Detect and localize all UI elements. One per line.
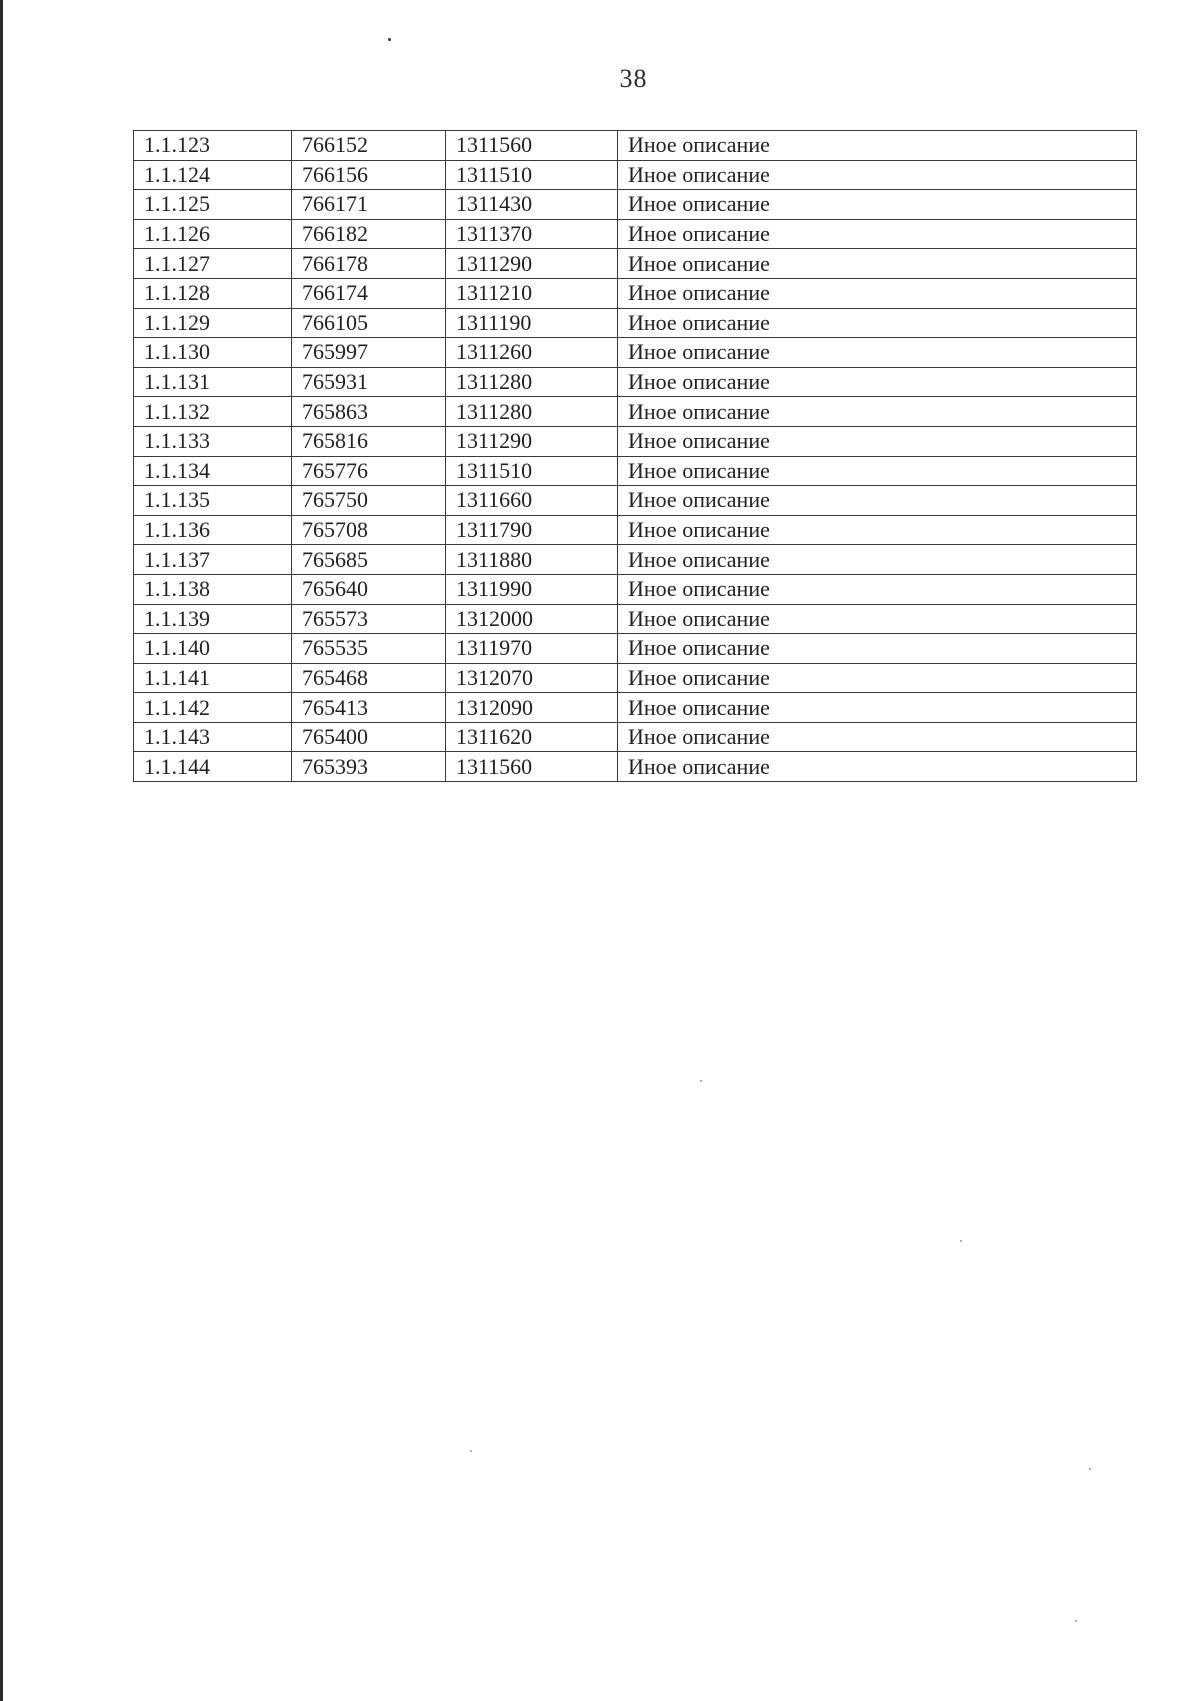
point-number-cell: 1.1.124 [134,160,292,190]
point-number-cell: 1.1.131 [134,367,292,397]
point-number-cell: 1.1.135 [134,486,292,516]
description-cell: Иное описание [618,190,1137,220]
y-coordinate-cell: 1311210 [446,278,618,308]
y-coordinate-cell: 1311660 [446,486,618,516]
description-cell: Иное описание [618,397,1137,427]
table-row [134,456,1137,486]
y-coordinate-cell: 1311430 [446,190,618,220]
point-number-cell: 1.1.142 [134,693,292,723]
description-cell: Иное описание [618,486,1137,516]
x-coordinate-cell: 765400 [292,722,446,752]
description-cell: Иное описание [618,515,1137,545]
x-coordinate-cell: 765535 [292,634,446,664]
y-coordinate-cell: 1311510 [446,456,618,486]
y-coordinate-cell: 1311990 [446,574,618,604]
coordinates-table [133,130,1137,782]
y-coordinate-cell: 1311880 [446,545,618,575]
table-row [134,722,1137,752]
table-row [134,663,1137,693]
x-coordinate-cell: 765708 [292,515,446,545]
table-row [134,219,1137,249]
y-coordinate-cell: 1311290 [446,426,618,456]
x-coordinate-cell: 765750 [292,486,446,516]
point-number-cell: 1.1.141 [134,663,292,693]
y-coordinate-cell: 1312000 [446,604,618,634]
description-cell: Иное описание [618,338,1137,368]
table-row [134,604,1137,634]
table-row [134,278,1137,308]
point-number-cell: 1.1.139 [134,604,292,634]
table-row [134,131,1137,161]
description-cell: Иное описание [618,367,1137,397]
x-coordinate-cell: 766171 [292,190,446,220]
description-cell: Иное описание [618,249,1137,279]
x-coordinate-cell: 766174 [292,278,446,308]
y-coordinate-cell: 1312090 [446,693,618,723]
point-number-cell: 1.1.140 [134,634,292,664]
point-number-cell: 1.1.136 [134,515,292,545]
y-coordinate-cell: 1311190 [446,308,618,338]
description-cell: Иное описание [618,456,1137,486]
table-row [134,190,1137,220]
point-number-cell: 1.1.132 [134,397,292,427]
y-coordinate-cell: 1311510 [446,160,618,190]
x-coordinate-cell: 765468 [292,663,446,693]
table-row [134,693,1137,723]
table-row [134,308,1137,338]
description-cell: Иное описание [618,722,1137,752]
table-row [134,397,1137,427]
point-number-cell: 1.1.126 [134,219,292,249]
y-coordinate-cell: 1311560 [446,131,618,161]
y-coordinate-cell: 1311620 [446,722,618,752]
y-coordinate-cell: 1312070 [446,663,618,693]
description-cell: Иное описание [618,604,1137,634]
point-number-cell: 1.1.134 [134,456,292,486]
description-cell: Иное описание [618,426,1137,456]
table-row [134,160,1137,190]
y-coordinate-cell: 1311560 [446,752,618,782]
x-coordinate-cell: 765640 [292,574,446,604]
x-coordinate-cell: 765776 [292,456,446,486]
point-number-cell: 1.1.137 [134,545,292,575]
x-coordinate-cell: 765816 [292,426,446,456]
description-cell: Иное описание [618,693,1137,723]
table-row [134,515,1137,545]
point-number-cell: 1.1.138 [134,574,292,604]
y-coordinate-cell: 1311280 [446,367,618,397]
point-number-cell: 1.1.144 [134,752,292,782]
description-cell: Иное описание [618,278,1137,308]
table-row [134,338,1137,368]
y-coordinate-cell: 1311280 [446,397,618,427]
table-row [134,426,1137,456]
y-coordinate-cell: 1311970 [446,634,618,664]
x-coordinate-cell: 766152 [292,131,446,161]
table-row [134,752,1137,782]
description-cell: Иное описание [618,308,1137,338]
point-number-cell: 1.1.123 [134,131,292,161]
x-coordinate-cell: 766182 [292,219,446,249]
scan-left-edge [0,0,3,1701]
description-cell: Иное описание [618,160,1137,190]
y-coordinate-cell: 1311790 [446,515,618,545]
x-coordinate-cell: 766178 [292,249,446,279]
table-body [134,131,1137,782]
description-cell: Иное описание [618,545,1137,575]
x-coordinate-cell: 765863 [292,397,446,427]
y-coordinate-cell: 1311260 [446,338,618,368]
table-row [134,634,1137,664]
point-number-cell: 1.1.130 [134,338,292,368]
point-number-cell: 1.1.129 [134,308,292,338]
point-number-cell: 1.1.125 [134,190,292,220]
point-number-cell: 1.1.143 [134,722,292,752]
table-row [134,249,1137,279]
x-coordinate-cell: 765393 [292,752,446,782]
table-row [134,367,1137,397]
point-number-cell: 1.1.127 [134,249,292,279]
table-row [134,574,1137,604]
x-coordinate-cell: 765573 [292,604,446,634]
point-number-cell: 1.1.128 [134,278,292,308]
x-coordinate-cell: 766105 [292,308,446,338]
y-coordinate-cell: 1311290 [446,249,618,279]
description-cell: Иное описание [618,663,1137,693]
x-coordinate-cell: 766156 [292,160,446,190]
description-cell: Иное описание [618,752,1137,782]
table-row [134,486,1137,516]
x-coordinate-cell: 765685 [292,545,446,575]
y-coordinate-cell: 1311370 [446,219,618,249]
table-row [134,545,1137,575]
x-coordinate-cell: 765413 [292,693,446,723]
description-cell: Иное описание [618,574,1137,604]
x-coordinate-cell: 765997 [292,338,446,368]
description-cell: Иное описание [618,634,1137,664]
x-coordinate-cell: 765931 [292,367,446,397]
description-cell: Иное описание [618,219,1137,249]
page-number: 38 [619,64,648,93]
point-number-cell: 1.1.133 [134,426,292,456]
description-cell: Иное описание [618,131,1137,161]
